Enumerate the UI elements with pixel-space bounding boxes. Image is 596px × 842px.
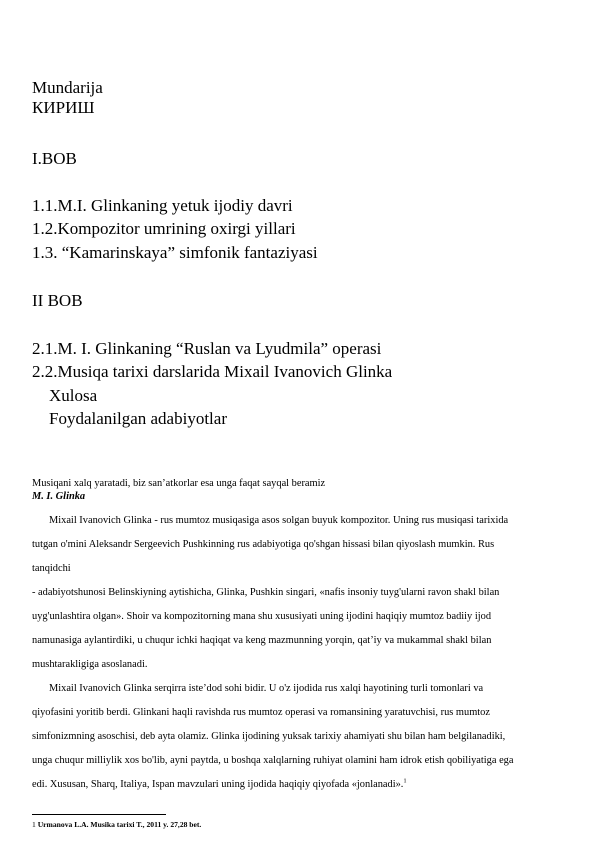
body-line: simfonizmning asoschisi, deb ayta olamiz. Glinka ijodining yuksak tarixiy ahamiyati shu bilan ham belgilanadiki,	[32, 731, 506, 742]
body-line: mushtarakligiga asoslanadi.	[32, 659, 148, 670]
body-line-text: edi. Xususan, Sharq, Italiya, Ispan mavzulari uning ijodida haqiqiy qiyofada «jonlanadi».	[32, 779, 404, 790]
body-line: - adabiyotshunosi Belinskiyning aytishicha, Glinka, Pushkin singari, «nafis insoniy tuyg'ularni ravon shakl bilan	[32, 587, 500, 598]
toc-item-2-1: 2.1.M. I. Glinkaning “Ruslan va Lyudmila” operasi	[32, 339, 382, 358]
body-line: unga chuqur milliylik xos bo'lib, ayni paytda, u boshqa xalqlarning ruhiyat olamini ham idrok etish qobiliyatiga ega	[32, 755, 514, 766]
toc-item-1-1: 1.1.M.I. Glinkaning yetuk ijodiy davri	[32, 196, 293, 215]
toc-heading: Mundarija	[32, 78, 103, 97]
footnote-reference[interactable]: 1	[403, 777, 407, 785]
toc-intro: КИРИШ	[32, 98, 95, 117]
toc-item-1-2: 1.2.Kompozitor umrining oxirgi yillari	[32, 219, 296, 238]
footnote-number: 1	[32, 820, 36, 829]
footnote-text: Urmanova L.A. Musika tarixi T., 2011 y. 27,28 bet.	[37, 820, 202, 829]
body-line: tutgan o'mini Aleksandr Sergeevich Pushkinning rus adabiyotiga qo'shgan hissasi bilan qiyoslash mumkin. Rus	[32, 539, 495, 550]
body-line: uyg'unlashtira olgan». Shoir va kompozitorning mana shu xususiyati uning ijodini haqiqiy mumtoz badiiy ijod	[32, 611, 492, 622]
toc-chapter-2: II BOB	[32, 291, 83, 310]
body-line: qiyofasini yoritib berdi. Glinkani haqli ravishda rus mumtoz operasi va romansining yaratuvchisi, rus mumtoz	[32, 707, 490, 718]
footnote	[32, 820, 201, 830]
body-line: Mixail Ivanovich Glinka - rus mumtoz musiqasiga asos solgan buyuk kompozitor. Uning rus musiqasi tarixida	[49, 515, 509, 526]
footnote-divider	[32, 814, 166, 815]
body-line: tanqidchi	[32, 563, 71, 574]
toc-references: Foydalanilgan adabiyotlar	[49, 409, 227, 428]
body-line: namunasiga aylantirdiki, u chuqur ichki haqiqat va keng mazmunning yorqin, qat’iy va mukammal shakl bilan	[32, 635, 492, 646]
toc-chapter-1: I.BOB	[32, 149, 77, 168]
body-line-last	[32, 778, 407, 792]
toc-conclusion: Xulosa	[49, 386, 98, 405]
toc-item-2-2: 2.2.Musiqa tarixi darslarida Mixail Ivanovich Glinka	[32, 362, 393, 381]
body-line: Mixail Ivanovich Glinka serqirra iste’dod sohi bidir. U o'z ijodida rus xalqi hayotining turli tomonlari va	[49, 683, 484, 694]
toc-item-1-3: 1.3. “Kamarinskaya” simfonik fantaziyasi	[32, 243, 318, 262]
epigraph-quote: Musiqani xalq yaratadi, biz san’atkorlar esa unga faqat sayqal beramiz	[32, 478, 326, 489]
epigraph-author: M. I. Glinka	[32, 491, 86, 502]
